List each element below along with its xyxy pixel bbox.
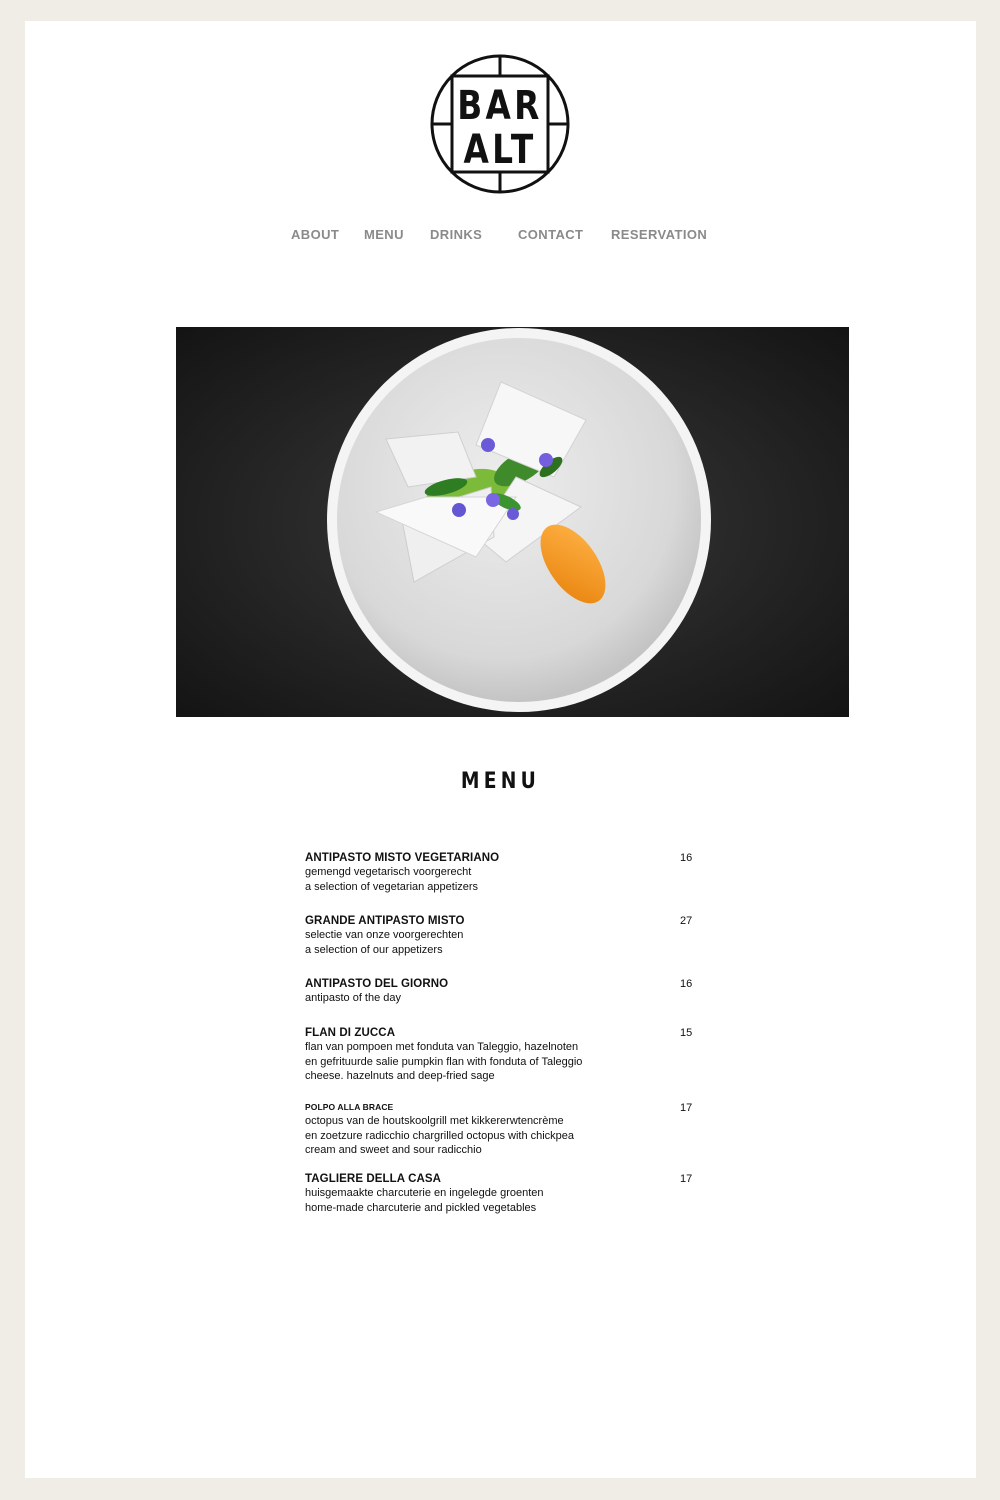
item-price: 27 — [680, 915, 693, 927]
hero-image — [176, 327, 849, 717]
item-name: TAGLIERE DELLA CASA — [305, 1173, 442, 1185]
item-price: 16 — [680, 978, 693, 990]
menu-title: MENU — [460, 769, 541, 794]
logo-line-2: ALT — [463, 125, 537, 173]
item-name: ANTIPASTO MISTO VEGETARIANO — [305, 852, 500, 864]
main-nav — [25, 227, 976, 247]
item-name: GRANDE ANTIPASTO MISTO — [305, 915, 465, 927]
item-name: ANTIPASTO DEL GIORNO — [305, 978, 449, 990]
dish-photo — [176, 327, 849, 717]
item-desc-line: gemengd vegetarisch voorgerecht — [305, 866, 472, 878]
page-card — [25, 21, 976, 1478]
logo-line-1: BAR — [457, 81, 543, 129]
nav-drinks[interactable]: DRINKS — [430, 227, 483, 242]
menu-item — [305, 851, 705, 894]
menu-item — [305, 1172, 705, 1215]
item-desc-line: octopus van de houtskoolgrill met kikkererwtencrème — [305, 1115, 564, 1127]
menu-item — [305, 977, 705, 1006]
item-desc-line: home-made charcuterie and pickled vegetables — [305, 1201, 537, 1214]
logo-emblem — [429, 53, 571, 195]
nav-contact[interactable]: CONTACT — [518, 227, 584, 242]
bar-alt-logo[interactable] — [429, 53, 571, 195]
menu-item — [305, 1101, 705, 1158]
item-desc-line: huisgemaakte charcuterie en ingelegde groenten — [305, 1187, 544, 1199]
item-price: 17 — [680, 1102, 693, 1114]
item-desc-line: antipasto of the day — [305, 992, 402, 1004]
item-name: POLPO ALLA BRACE — [305, 1102, 394, 1112]
item-desc-line: cheese. hazelnuts and deep-fried sage — [305, 1070, 495, 1082]
item-desc-line: a selection of vegetarian appetizers — [305, 880, 479, 893]
item-desc-line: selectie van onze voorgerechten — [305, 929, 464, 941]
item-desc-line: a selection of our appetizers — [305, 943, 443, 956]
item-name: FLAN DI ZUCCA — [305, 1027, 396, 1039]
item-price: 16 — [680, 852, 693, 864]
item-price: 17 — [680, 1173, 693, 1185]
item-desc-line: en gefrituurde salie pumpkin flan with fonduta of Taleggio — [305, 1055, 583, 1068]
menu-item — [305, 1026, 705, 1084]
nav-menu[interactable]: MENU — [364, 227, 404, 242]
item-desc-line: flan van pompoen met fonduta van Taleggio, hazelnoten — [305, 1041, 579, 1053]
item-desc-line: cream and sweet and sour radicchio — [305, 1144, 482, 1156]
menu-item — [305, 914, 705, 957]
item-price: 15 — [680, 1027, 693, 1039]
nav-about[interactable]: ABOUT — [291, 227, 340, 242]
nav-reservation[interactable]: RESERVATION — [611, 227, 708, 242]
item-desc-line: en zoetzure radicchio chargrilled octopus with chickpea — [305, 1129, 575, 1142]
